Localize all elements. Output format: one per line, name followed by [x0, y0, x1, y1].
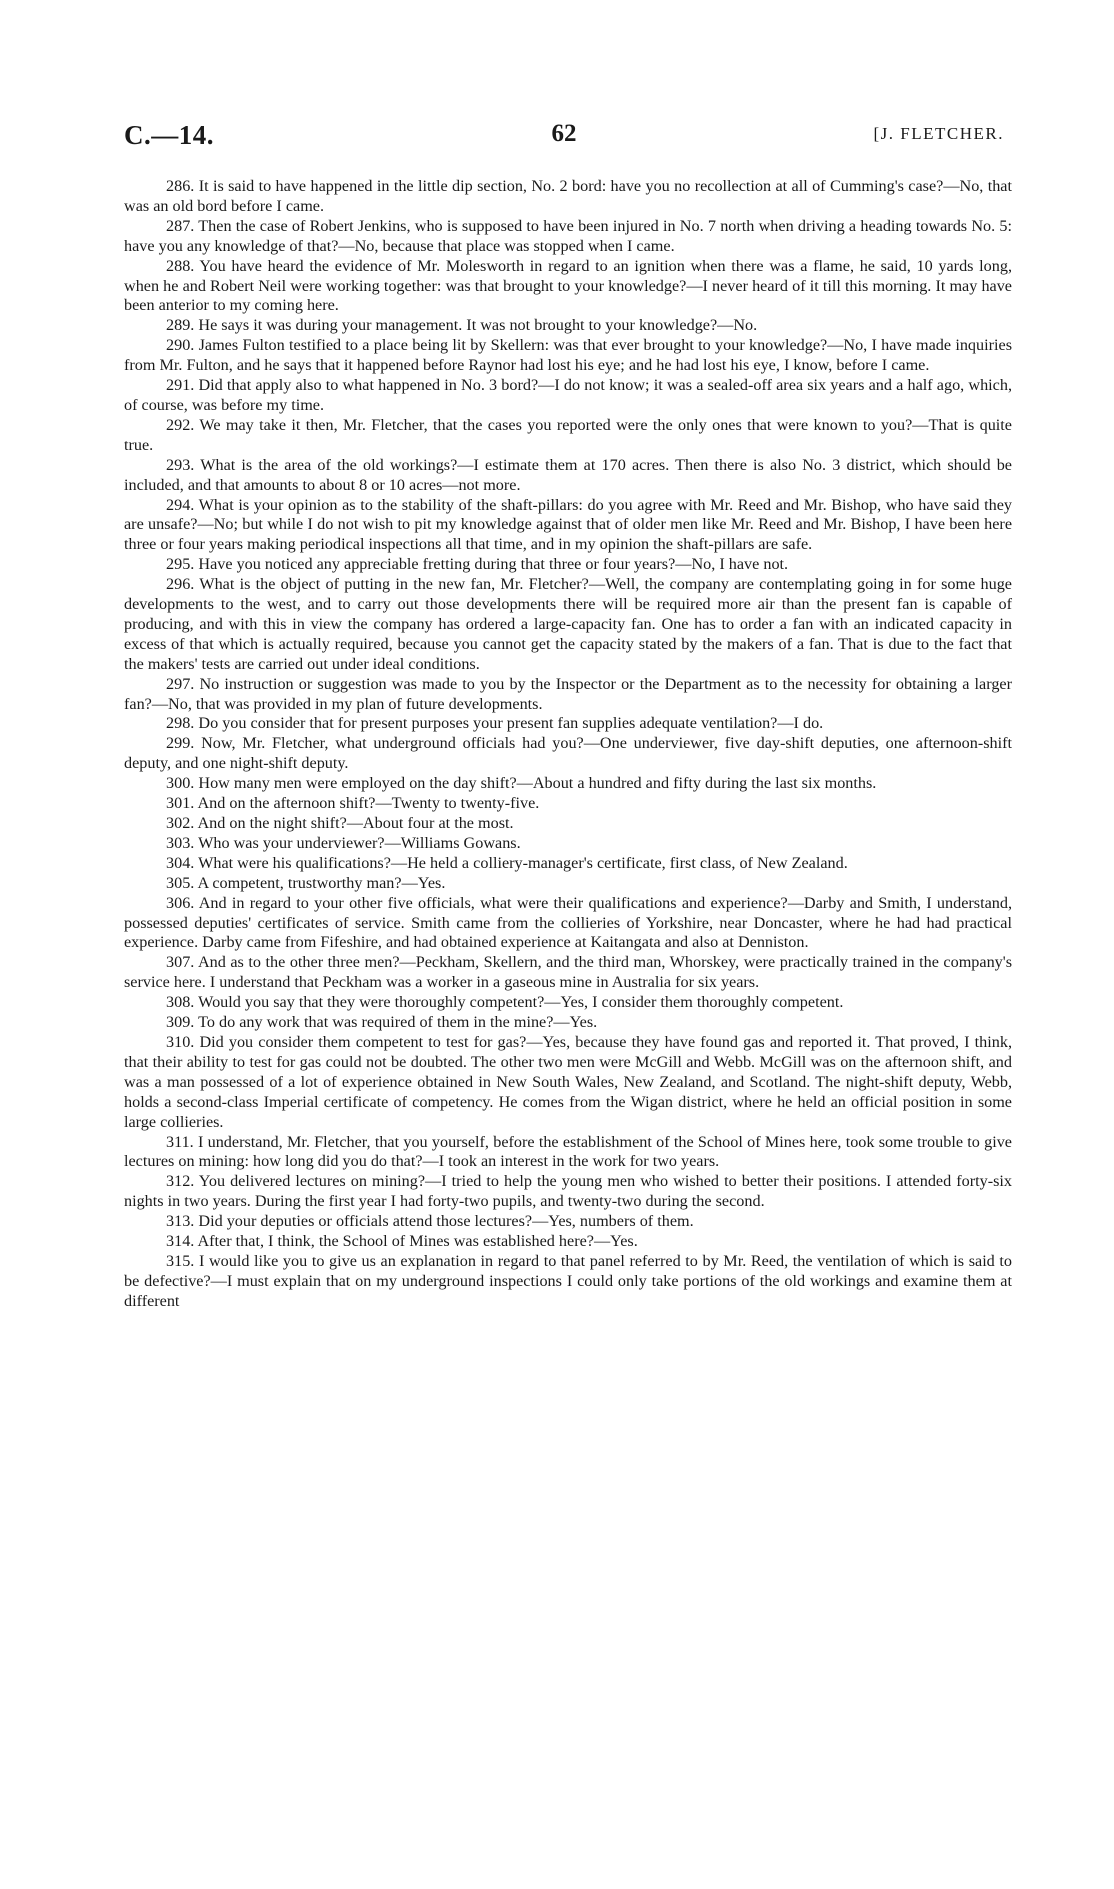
- paragraph: 305. A competent, trustworthy man?—Yes.: [166, 873, 446, 892]
- paragraph: 314. After that, I think, the School of Mines was established here?—Yes.: [166, 1232, 638, 1251]
- paragraph: 290. James Fulton testified to a place being lit by Skellern: was that ever brought to your knowledge?—No, I have made inquiries from Mr. Fulton, and he says that it happened before Raynor had lost his eye; and he had lost his eye, I know, before I came.: [124, 336, 1012, 375]
- paragraph: 299. Now, Mr. Fletcher, what underground officials had you?—One underviewer, five day-shift deputies, one afternoon-shift deputy, and one night-shift deputy.: [124, 734, 1012, 773]
- paragraph: 294. What is your opinion as to the stability of the shaft-pillars: do you agree with Mr. Reed and Mr. Bishop, who have said they are unsafe?—No; but while I do not wish to pit my knowledge against that of older men like Mr. Reed and Mr. Bishop, I have been here three or four years making periodical inspections all that time, and in my opinion the shaft-pillars are safe.: [124, 495, 1012, 554]
- paragraph: 307. And as to the other three men?—Peckham, Skellern, and the third man, Whorskey, were practically trained in the company's service here. I understand that Peckham was a worker in a gaseous mine in Australia for six years.: [124, 953, 1012, 992]
- paragraph: 304. What were his qualifications?—He held a colliery-manager's certificate, first class, of New Zealand.: [166, 853, 848, 872]
- paragraph: 293. What is the area of the old workings?—I estimate them at 170 acres. Then there is also No. 3 district, which should be included, and that amounts to about 8 or 10 acres—not more.: [124, 455, 1012, 494]
- witness-name: [J. FLETCHER.: [873, 124, 1004, 143]
- paragraph: 315. I would like you to give us an explanation in regard to that panel referred to by Mr. Reed, the ventilation of which is said to be defective?—I must explain that on my underground inspections I could only take portions of the old workings and examine them at different: [124, 1251, 1012, 1310]
- paragraph: 291. Did that apply also to what happened in No. 3 bord?—I do not know; it was a sealed-off area six years and a half ago, which, of course, was before my time.: [124, 376, 1012, 414]
- paragraph: 292. We may take it then, Mr. Fletcher, that the cases you reported were the only ones that were known to you?—That is quite true.: [124, 415, 1012, 454]
- paragraph: 311. I understand, Mr. Fletcher, that you yourself, before the establishment of the School of Mines here, took some trouble to give lectures on mining: how long did you do that?—I took an interest in the work for two years.: [124, 1132, 1012, 1171]
- paragraph: 296. What is the object of putting in the new fan, Mr. Fletcher?—Well, the company are contemplating going in for some huge developments to the west, and to carry out those developments there will be required more air than the present fan is capable of producing, and with this in view the company has ordered a large-capacity fan. One has to order a fan with an indicated capacity in excess of that which is actually required, because you cannot get the capacity stated by the makers of a fan. That is due to the fact that the makers' tests are carried out under ideal conditions.: [124, 575, 1012, 673]
- paragraph: 306. And in regard to your other five officials, what were their qualifications and experience?—Darby and Smith, I understand, possessed deputies' certificates of service. Smith came from the collieries of Yorkshire, near Doncaster, where he had had practical experience. Darby came from Fifeshire, and had obtained experience at Kaitangata and also at Denniston.: [124, 893, 1012, 952]
- paragraph: 295. Have you noticed any appreciable fretting during that three or four years?—No, I have not.: [166, 555, 789, 574]
- paragraph: 312. You delivered lectures on mining?—I tried to help the young men who wished to better their positions. I attended forty-six nights in two years. During the first year I had forty-two pupils, and twenty-two during the second.: [124, 1172, 1012, 1211]
- document-reference: C.—14.: [124, 120, 214, 150]
- paragraph: 289. He says it was during your management. It was not brought to your knowledge?—No.: [166, 316, 758, 335]
- paragraph: 288. You have heard the evidence of Mr. Molesworth in regard to an ignition when there was a flame, he said, 10 yards long, when he and Robert Neil were working together: was that brought to your knowledge?—I never heard of it till this morning. It may have been anterior to my coming here.: [124, 256, 1012, 315]
- paragraph: 313. Did your deputies or officials attend those lectures?—Yes, numbers of them.: [166, 1212, 694, 1231]
- page-number: 62: [551, 120, 577, 147]
- paragraph: 300. How many men were employed on the day shift?—About a hundred and fifty during the last six months.: [166, 774, 877, 793]
- paragraph: 301. And on the afternoon shift?—Twenty to twenty-five.: [166, 794, 540, 813]
- paragraph: 298. Do you consider that for present purposes your present fan supplies adequate ventilation?—I do.: [166, 714, 824, 733]
- paragraph: 310. Did you consider them competent to test for gas?—Yes, because they have found gas and reported it. That proved, I think, that their ability to test for gas could not be doubted. The other two men were McGill and Webb. McGill was on the afternoon shift, and was a man possessed of a lot of experience obtained in New South Wales, New Zealand, and Scotland. The night-shift deputy, Webb, holds a second-class Imperial certificate of competency. He comes from the Wigan district, where he held an official position in some large collieries.: [124, 1032, 1012, 1131]
- paragraph: 302. And on the night shift?—About four at the most.: [166, 814, 514, 832]
- page-body: [124, 177, 1012, 1312]
- paragraph: 308. Would you say that they were thoroughly competent?—Yes, I consider them thoroughly competent.: [166, 993, 844, 1012]
- paragraph: 286. It is said to have happened in the little dip section, No. 2 bord: have you no recollection at all of Cumming's case?—No, that was an old bord before I came.: [124, 177, 1012, 215]
- paragraph: 287. Then the case of Robert Jenkins, who is supposed to have been injured in No. 7 north when driving a heading towards No. 5: have you any knowledge of that?—No, because that place was stopped when I came.: [124, 216, 1012, 255]
- paragraph: 309. To do any work that was required of them in the mine?—Yes.: [166, 1013, 598, 1032]
- paragraph: 303. Who was your underviewer?—Williams Gowans.: [166, 833, 521, 852]
- paragraph: 297. No instruction or suggestion was made to you by the Inspector or the Department as to the necessity for obtaining a larger fan?—No, that was provided in my plan of future developments.: [124, 674, 1012, 713]
- page-header: [124, 120, 1004, 160]
